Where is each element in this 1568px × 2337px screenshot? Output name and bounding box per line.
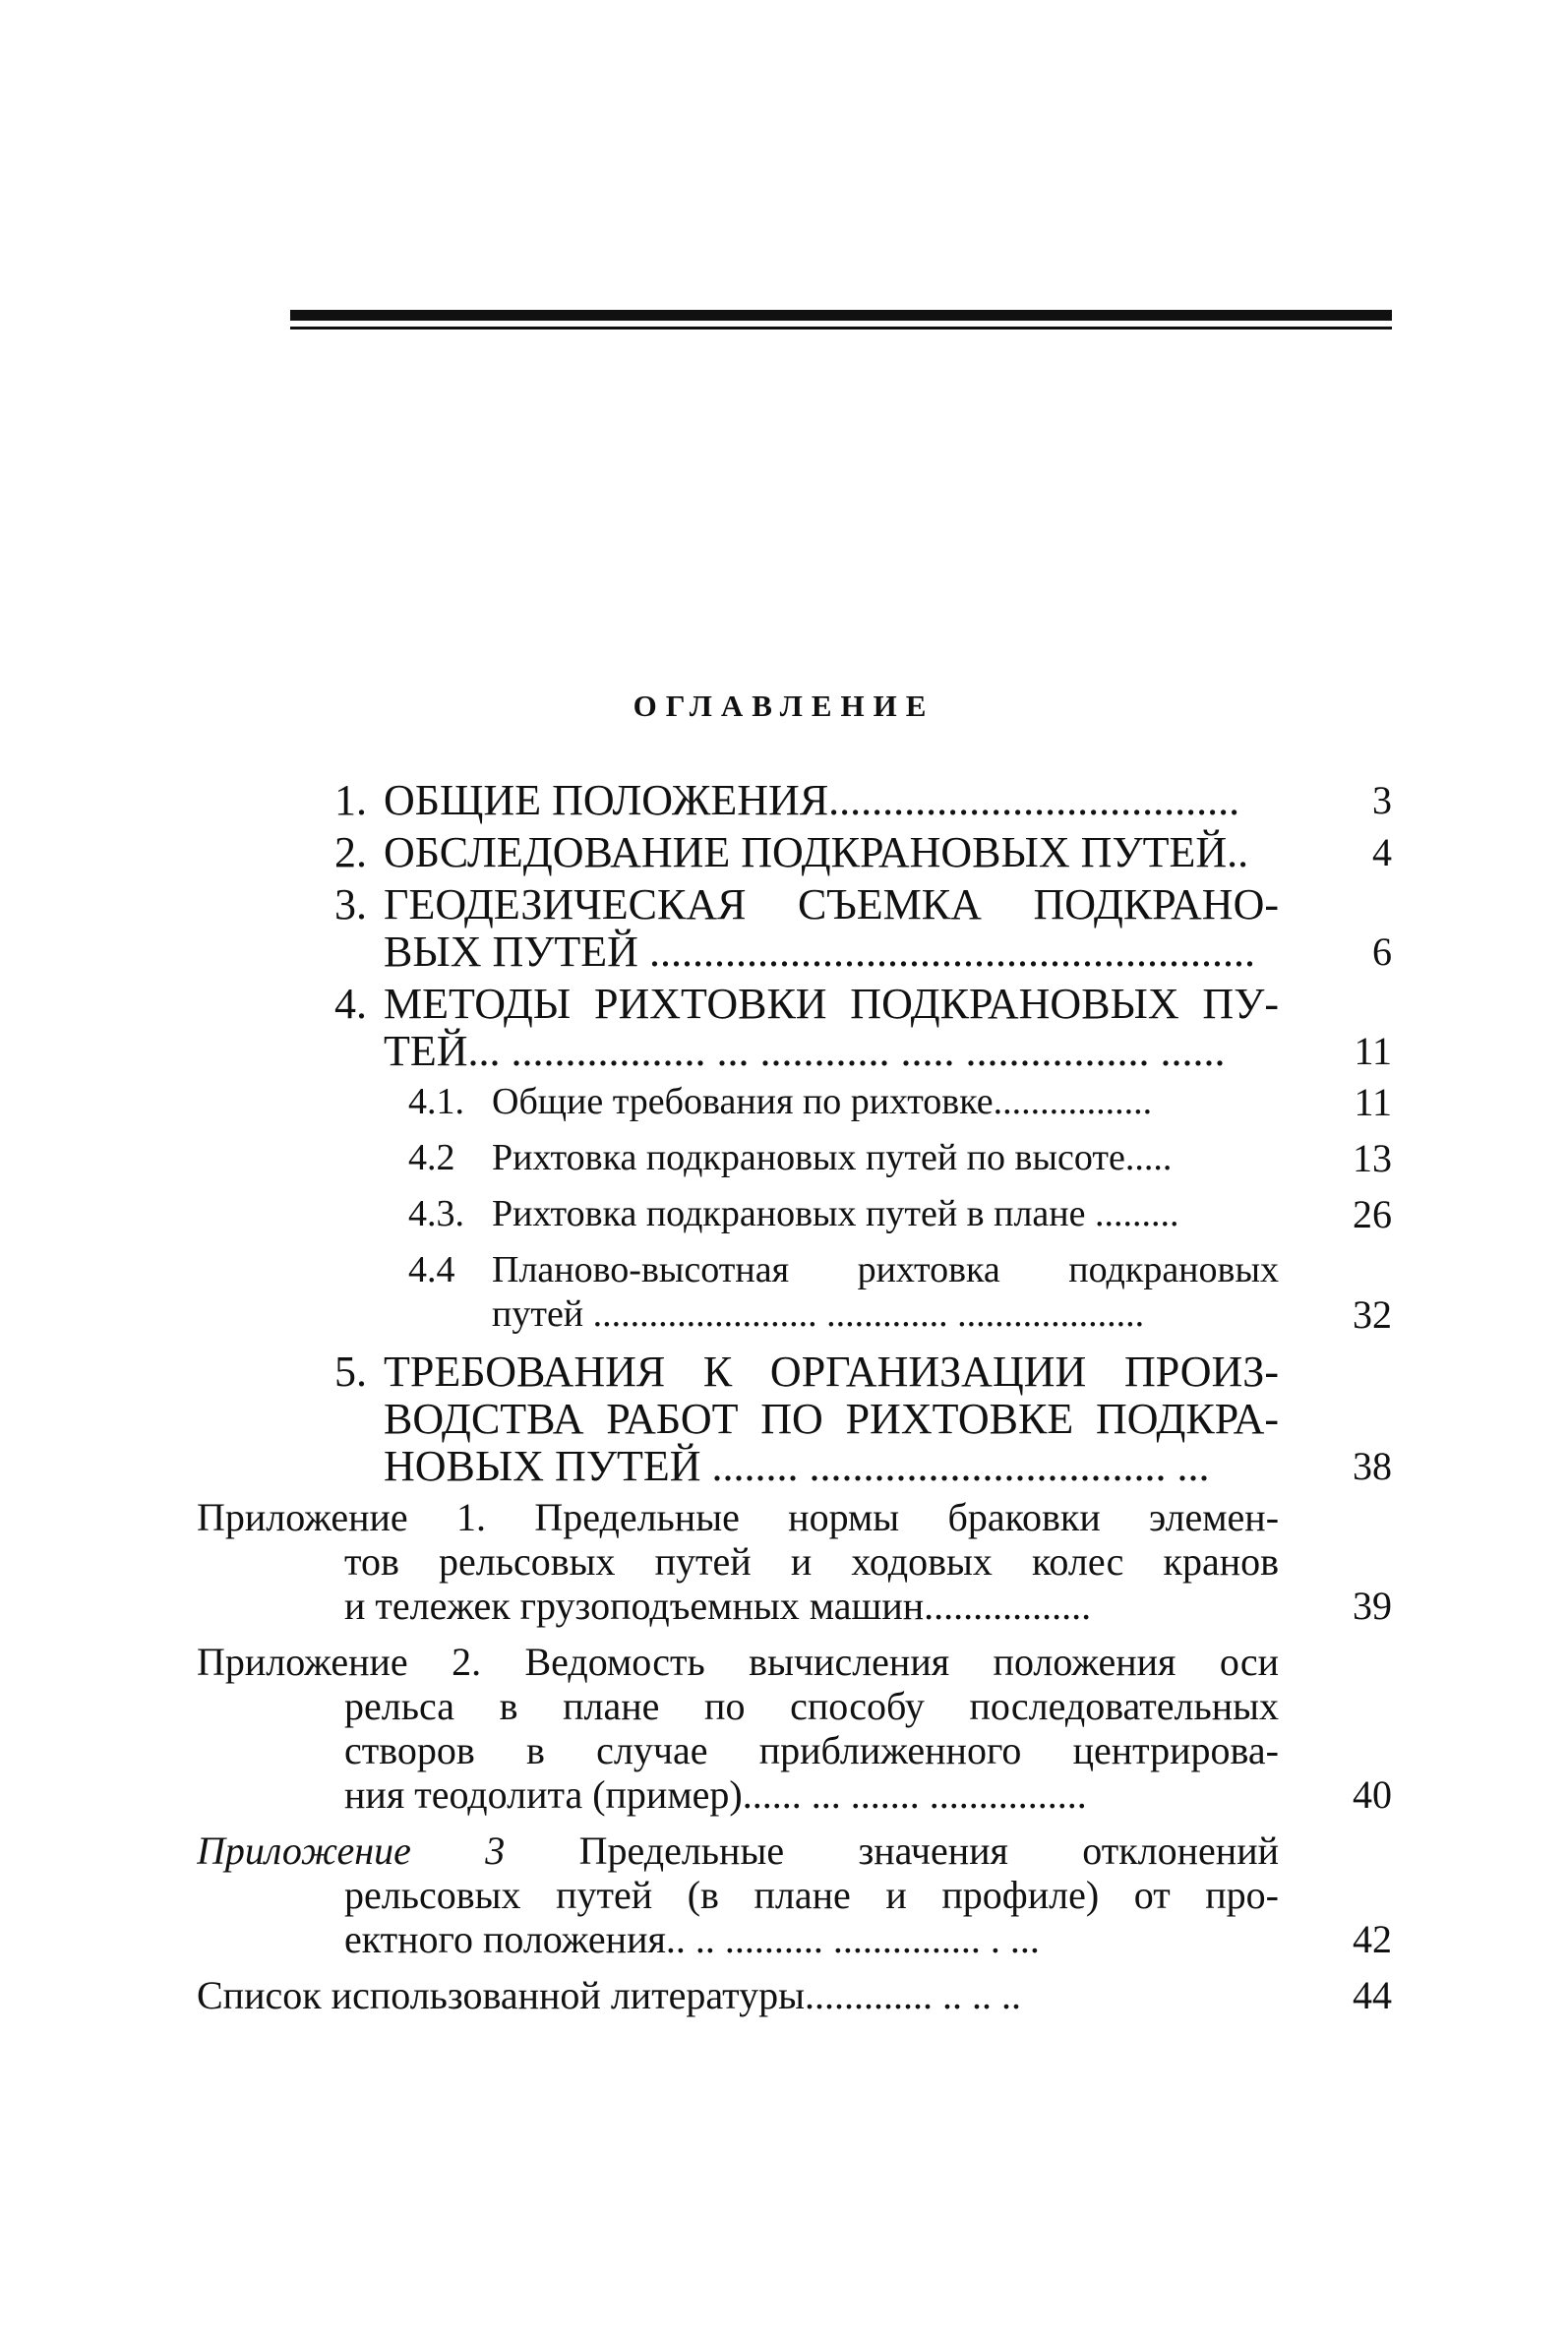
header-rule-thick <box>290 310 1392 321</box>
entry-text: ектного положения.. .. .......... ............... . ... <box>344 1917 1040 1961</box>
entry-text: Предельные нормы браковки элемен- <box>534 1495 1279 1539</box>
toc-appendix[interactable] <box>197 1495 1392 1628</box>
entry-text: ния теодолита (пример)...... ... ....... ................ <box>344 1772 1087 1817</box>
entry-text: Рихтовка подкрановых путей в плане ......... <box>492 1193 1179 1234</box>
page-number: 39 <box>1353 1584 1392 1628</box>
toc-subentry[interactable] <box>300 1248 1392 1337</box>
entry-number: 4.3. <box>408 1193 464 1234</box>
entry-number: 2. <box>334 829 367 876</box>
toc-entry[interactable] <box>300 981 1392 1075</box>
toc-subentry[interactable] <box>300 1136 1392 1180</box>
entry-text: ОБСЛЕДОВАНИЕ ПОДКРАНОВЫХ ПУТЕЙ.. <box>384 829 1249 876</box>
toc-subentry[interactable] <box>300 1192 1392 1236</box>
appendix-label: Приложение 2. <box>197 1640 482 1684</box>
page-number: 42 <box>1353 1917 1392 1961</box>
entry-text: створов в случае приближенного центрирова- <box>344 1728 1279 1772</box>
entry-text: НОВЫХ ПУТЕЙ ........ ................................. ... <box>384 1443 1210 1490</box>
entry-text: Список использованной литературы............. .. .. .. <box>197 1973 1021 2017</box>
entry-text: рельсовых путей (в плане и профиле) от про- <box>344 1873 1279 1917</box>
page-number: 38 <box>1353 1444 1392 1488</box>
appendix-label: Приложение 3 <box>197 1828 506 1873</box>
page-number: 13 <box>1353 1136 1392 1180</box>
toc-appendix[interactable] <box>197 1828 1392 1961</box>
toc-entry[interactable] <box>300 829 1392 876</box>
entry-text: Рихтовка подкрановых путей по высоте..... <box>492 1137 1173 1178</box>
entry-number: 4.2 <box>408 1137 455 1178</box>
toc-appendix[interactable] <box>197 1640 1392 1817</box>
page-number: 6 <box>1372 929 1392 974</box>
page-number: 32 <box>1353 1292 1392 1337</box>
toc-entry[interactable] <box>300 777 1392 824</box>
entry-number: 4.1. <box>408 1081 464 1122</box>
entry-text: ТЕЙ... .................. ... ............ ..... ................. ...... <box>384 1028 1226 1075</box>
appendix-label: Приложение 1. <box>197 1495 487 1539</box>
page-number: 40 <box>1353 1772 1392 1817</box>
entry-text: ВОДСТВА РАБОТ ПО РИХТОВКЕ ПОДКРА- <box>384 1396 1279 1443</box>
entry-number: 5. <box>334 1348 367 1396</box>
page-number: 11 <box>1354 1080 1392 1124</box>
page-number: 3 <box>1372 778 1392 822</box>
entry-text: ВЫХ ПУТЕЙ ........................................................ <box>384 929 1255 976</box>
entry-number: 3. <box>334 881 367 929</box>
entry-text: ОБЩИЕ ПОЛОЖЕНИЯ...................................... <box>384 777 1240 824</box>
toc-entry[interactable] <box>300 1348 1392 1490</box>
entry-number: 1. <box>334 777 367 824</box>
toc-entry[interactable] <box>300 881 1392 976</box>
entry-text: Предельные значения отклонений <box>578 1828 1279 1873</box>
entry-text: Общие требования по рихтовке................. <box>492 1081 1153 1122</box>
entry-text: МЕТОДЫ РИХТОВКИ ПОДКРАНОВЫХ ПУ- <box>384 981 1279 1028</box>
entry-text: путей ........................ ............. .................... <box>492 1293 1145 1335</box>
page-number: 44 <box>1353 1973 1392 2017</box>
entry-number: 4.4 <box>408 1249 455 1290</box>
entry-text: тов рельсовых путей и ходовых колес кранов <box>344 1539 1279 1584</box>
entry-text: ГЕОДЕЗИЧЕСКАЯ СЪЕМКА ПОДКРАНО- <box>384 881 1279 929</box>
toc-title: ОГЛАВЛЕНИЕ <box>633 689 935 723</box>
entry-number: 4. <box>334 981 367 1028</box>
entry-text: рельса в плане по способу последовательных <box>344 1684 1279 1728</box>
entry-text: Планово-высотная рихтовка подкрановых <box>492 1249 1279 1290</box>
toc-bibliography[interactable] <box>197 1973 1392 2017</box>
entry-text: ТРЕБОВАНИЯ К ОРГАНИЗАЦИИ ПРОИЗ- <box>384 1348 1279 1396</box>
page-number: 11 <box>1354 1029 1392 1073</box>
toc-subentry[interactable] <box>300 1080 1392 1124</box>
page-number: 4 <box>1372 830 1392 874</box>
entry-text: и тележек грузоподъемных машин................. <box>344 1584 1092 1628</box>
entry-text: Ведомость вычисления положения оси <box>524 1640 1279 1684</box>
page-number: 26 <box>1353 1192 1392 1236</box>
header-rule-thin <box>290 327 1392 330</box>
table-of-contents <box>197 777 1392 2029</box>
